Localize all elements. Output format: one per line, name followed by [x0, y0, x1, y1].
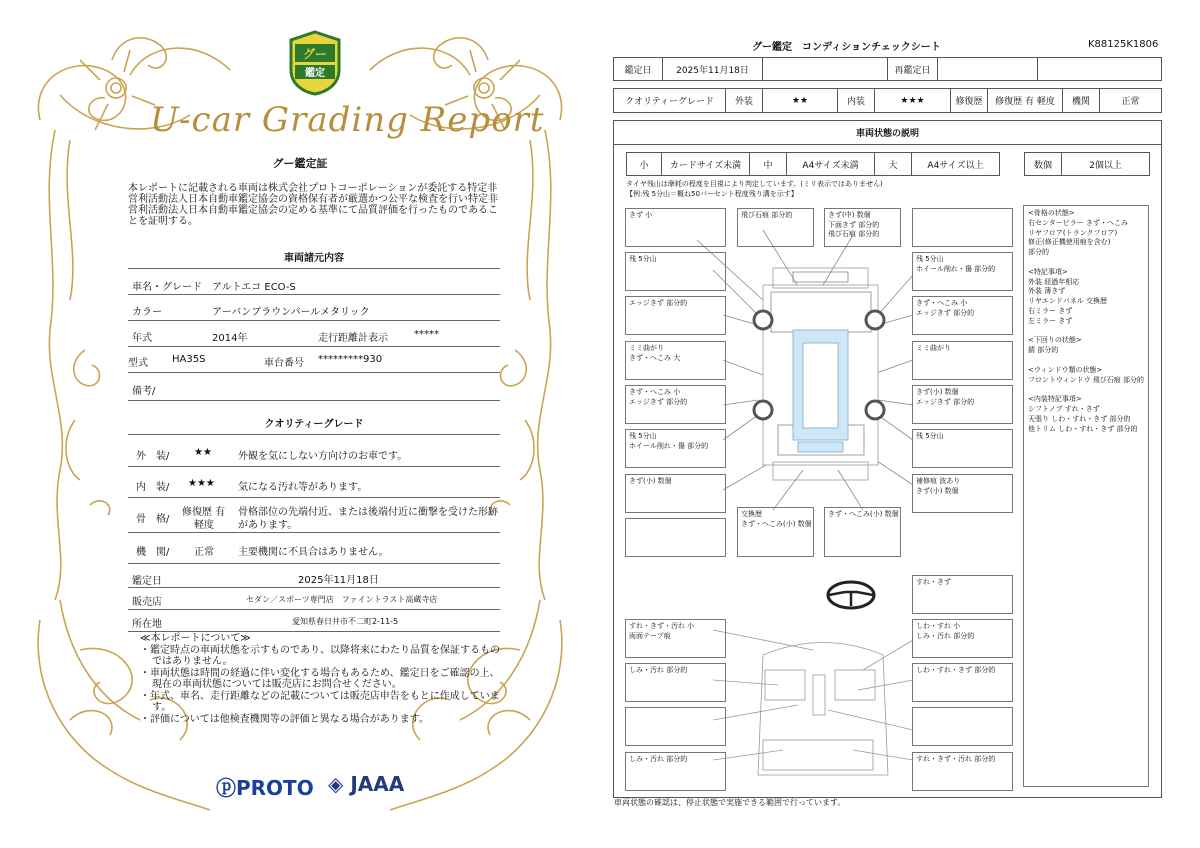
notes-title: ≪本レポートについて≫: [140, 633, 251, 644]
damage-box: [912, 208, 1013, 247]
damage-box: きず・へこみ 小 エッジきず 部分的: [625, 385, 726, 424]
info-label: 鑑定日: [132, 576, 162, 587]
sheet-number: K88125K1806: [1088, 39, 1159, 50]
int-label-cell: 内装: [837, 88, 875, 113]
damage-box: ミミ曲がり: [912, 341, 1013, 380]
blank-cell: [762, 57, 888, 81]
size-mid-desc: A4サイズ未満: [786, 152, 875, 176]
count-desc: 2個以上: [1061, 152, 1150, 176]
grade-value: 軽度: [194, 520, 214, 531]
damage-box: きず・へこみ(小) 数個: [824, 507, 901, 557]
divider: [128, 434, 500, 435]
sheet-footer: 車両状態の確認は、停止状態で実施できる範囲で行っています。: [614, 798, 846, 807]
count-label: 数個: [1024, 152, 1062, 176]
report-script-title: U-car Grading Report: [150, 100, 545, 140]
blank-cell: [1037, 57, 1162, 81]
repair-value-cell: 修復歴 有 軽度: [987, 88, 1063, 113]
grade-row-engine: [128, 535, 500, 564]
info-label: 販売店: [132, 597, 162, 608]
grade-row-interior: [128, 469, 500, 498]
grade-label: 外 装/: [136, 451, 170, 462]
spec-label: 車名・グレード: [132, 282, 202, 293]
tire-note-line: タイヤ残山は摩耗の程度を目視により判定しています。(ミリ表示ではありません): [626, 180, 883, 188]
spec-value: アーバンブラウンパールメタリック: [212, 307, 370, 318]
interior-diagram: [713, 630, 913, 775]
note-item: ・年式、車名、走行距離などの記載については販売店申告をもとに作成しています。: [140, 690, 500, 713]
grade-row-exterior: [128, 438, 500, 467]
damage-box: きず・へこみ 小 エッジきず 部分的: [912, 296, 1013, 335]
size-large-desc: A4サイズ以上: [911, 152, 1000, 176]
report-notes: [140, 633, 500, 725]
address-row: [128, 611, 500, 632]
tire-note: [626, 179, 883, 199]
jaaa-logo: ◈ JAAA: [328, 772, 405, 796]
spec-value: *****: [414, 329, 439, 340]
spec-row-remarks: [128, 374, 500, 401]
spec-row-model: [128, 348, 500, 373]
sheet-title: グー鑑定 コンディションチェックシート: [752, 42, 941, 53]
svg-text:グー: グー: [302, 47, 328, 61]
divider: [128, 268, 500, 269]
size-large-label: 大: [874, 152, 912, 176]
damage-box: 残 5分山 ホイール削れ・傷 部分的: [625, 429, 726, 468]
damage-box: 交換歴 きず・へこみ(小) 数個: [737, 507, 814, 557]
grade-value: ★★★: [188, 478, 215, 489]
date-value-cell: 2025年11月18日: [662, 57, 763, 81]
spec-label: 車台番号: [264, 358, 304, 369]
spec-value: *********930: [318, 354, 383, 365]
condition-notes-panel: [1023, 205, 1149, 787]
notes-group: <ウィンドウ類の状態> フロントウィンドウ 飛び石痕 部分的: [1028, 365, 1145, 384]
spec-value: アルトエコ ECO-S: [212, 282, 296, 293]
ext-label-cell: 外装: [725, 88, 763, 113]
int-value-cell: ★★★: [874, 88, 951, 113]
damage-box: きず(小) 数個: [625, 474, 726, 513]
damage-box: 残 5分山: [912, 429, 1013, 468]
info-value: 愛知県春日井市不二町2-11-5: [292, 617, 399, 626]
grade-label: 機 関/: [136, 547, 170, 558]
goo-kantei-badge: [287, 30, 343, 96]
grade-desc: があります。: [238, 520, 298, 531]
damage-box: しみ・汚れ 部分的: [625, 752, 726, 791]
damage-box: きず 小: [625, 208, 726, 247]
grade-desc: 外観を気にしない方向けのお車です。: [238, 451, 408, 462]
info-value: セダン／スポーツ専門店 ファイントラスト高蔵寺店: [246, 595, 438, 604]
grade-row-frame: [128, 500, 500, 533]
spec-row-year: [128, 322, 500, 347]
proto-logo: ⓟPROTO: [216, 776, 314, 800]
spec-label: 型式: [128, 358, 148, 369]
damage-box: エッジきず 部分的: [625, 296, 726, 335]
grade-label-cell: クオリティーグレード: [613, 88, 726, 113]
reinspect-value-cell: [937, 57, 1038, 81]
engine-value-cell: 正常: [1099, 88, 1162, 113]
inspection-date-row: [128, 567, 500, 588]
damage-box: 飛び石痕 部分的: [737, 208, 814, 247]
svg-text:鑑定: 鑑定: [305, 68, 325, 79]
engine-label-cell: 機関: [1062, 88, 1100, 113]
damage-box: 補修痕 波あり きず(小) 数個: [912, 474, 1013, 513]
info-label: 所在地: [132, 619, 162, 630]
spec-row-name: [128, 272, 500, 295]
damage-box: [912, 707, 1013, 746]
grade-label: 内 装/: [136, 482, 170, 493]
damage-box: すれ・きず・汚れ 部分的: [912, 752, 1013, 791]
grade-desc: 骨格部位の先端付近、または後端付近に衝撃を受けた形跡: [238, 507, 498, 518]
size-small-label: 小: [626, 152, 662, 176]
date-label-cell: 鑑定日: [613, 57, 663, 81]
size-small-desc: カードサイズ未満: [661, 152, 750, 176]
damage-box: きず(中) 数個 下面きず 部分的 飛び石痕 部分的: [824, 208, 901, 247]
repair-label-cell: 修復歴: [950, 88, 988, 113]
note-item: ・車両状態は時間の経過に伴い変化する場合もあるため、鑑定日をご確認の上、現在の車両状態については販売店にお問合せください。: [140, 667, 500, 690]
grade-label: 骨 格/: [136, 514, 170, 525]
damage-box: [625, 707, 726, 746]
damage-box: すれ・きず: [912, 575, 1013, 614]
grade-heading: クオリティーグレード: [264, 419, 364, 430]
notes-group: <下回りの状態> 錆 部分的: [1028, 336, 1082, 355]
notes-group: <骨格の状態> 右センターピラー きず・へこみ リヤフロア(トランクフロア) 修正(修正機使用痕を含む) 部分的: [1028, 209, 1128, 257]
damage-box: しわ・すれ・きず 部分的: [912, 663, 1013, 702]
damage-box: しわ・すれ 小 しみ・汚れ 部分的: [912, 619, 1013, 658]
explain-heading: 車両状態の説明: [613, 120, 1162, 145]
damage-box: 残 5分山: [625, 252, 726, 291]
damage-box: すれ・きず・汚れ 小 両面テープ痕: [625, 619, 726, 658]
reinspect-label-cell: 再鑑定日: [887, 57, 938, 81]
grade-desc: 主要機関に不具合はありません。: [238, 547, 389, 558]
spec-heading: 車両諸元内容: [284, 253, 344, 264]
damage-box: きず(小) 数個 エッジきず 部分的: [912, 385, 1013, 424]
size-mid-label: 中: [749, 152, 787, 176]
damage-box: [625, 518, 726, 557]
damage-box: しみ・汚れ 部分的: [625, 663, 726, 702]
grade-value: 正常: [194, 547, 214, 558]
notes-group: <内装特記事項> シフトノブ すれ・きず 天張り しわ・すれ・きず 部分的 他トリム しわ・すれ・きず 部分的: [1028, 395, 1138, 433]
spec-value: 2014年: [212, 333, 248, 344]
damage-box: ミミ曲がり きず・へこみ 大: [625, 341, 726, 380]
tire-note-line: 【例:残 5分山＝概ね50パーセント程度残り溝を示す】: [626, 190, 798, 198]
damage-box: 残 5分山 ホイール削れ・傷 部分的: [912, 252, 1013, 291]
spec-label: カラー: [132, 307, 162, 318]
grade-value: 修復歴 有: [182, 507, 226, 518]
spec-label: 年式: [132, 333, 152, 344]
grade-value: ★★: [194, 447, 212, 458]
notes-group: <特記事項> 外装 経過年相応 外装 薄きず リヤエンドパネル 交換歴 右ミラー きず 左ミラー きず: [1028, 267, 1107, 325]
info-value: 2025年11月18日: [298, 575, 379, 586]
spec-row-color: [128, 296, 500, 321]
shop-row: [128, 589, 500, 610]
note-item: ・鑑定時点の車両状態を示すものであり、以降将来にわたり品質を保証するものではありません。: [140, 644, 500, 667]
spec-label: 走行距離計表示: [318, 333, 388, 344]
grade-desc: 気になる汚れ等があります。: [238, 482, 368, 493]
certificate-intro: 本レポートに記載される車両は株式会社プロトコーポレーションが委託する特定非営利活動法人日本自動車鑑定協会の資格保有者が厳選かつ公平な検査を行い特定非営利活動法人日本自動車鑑定協会の定める基準にて品質評価を行ったものであることを証明する。: [128, 183, 498, 227]
steering-wheel-icon: [828, 582, 874, 608]
ext-value-cell: ★★: [762, 88, 838, 113]
spec-label: 備考/: [132, 386, 156, 397]
certificate-heading: グー鑑定証: [272, 157, 328, 170]
spec-value: HA35S: [172, 354, 206, 365]
note-item: ・評価については他検査機関等の評価と異なる場合があります。: [140, 713, 429, 725]
